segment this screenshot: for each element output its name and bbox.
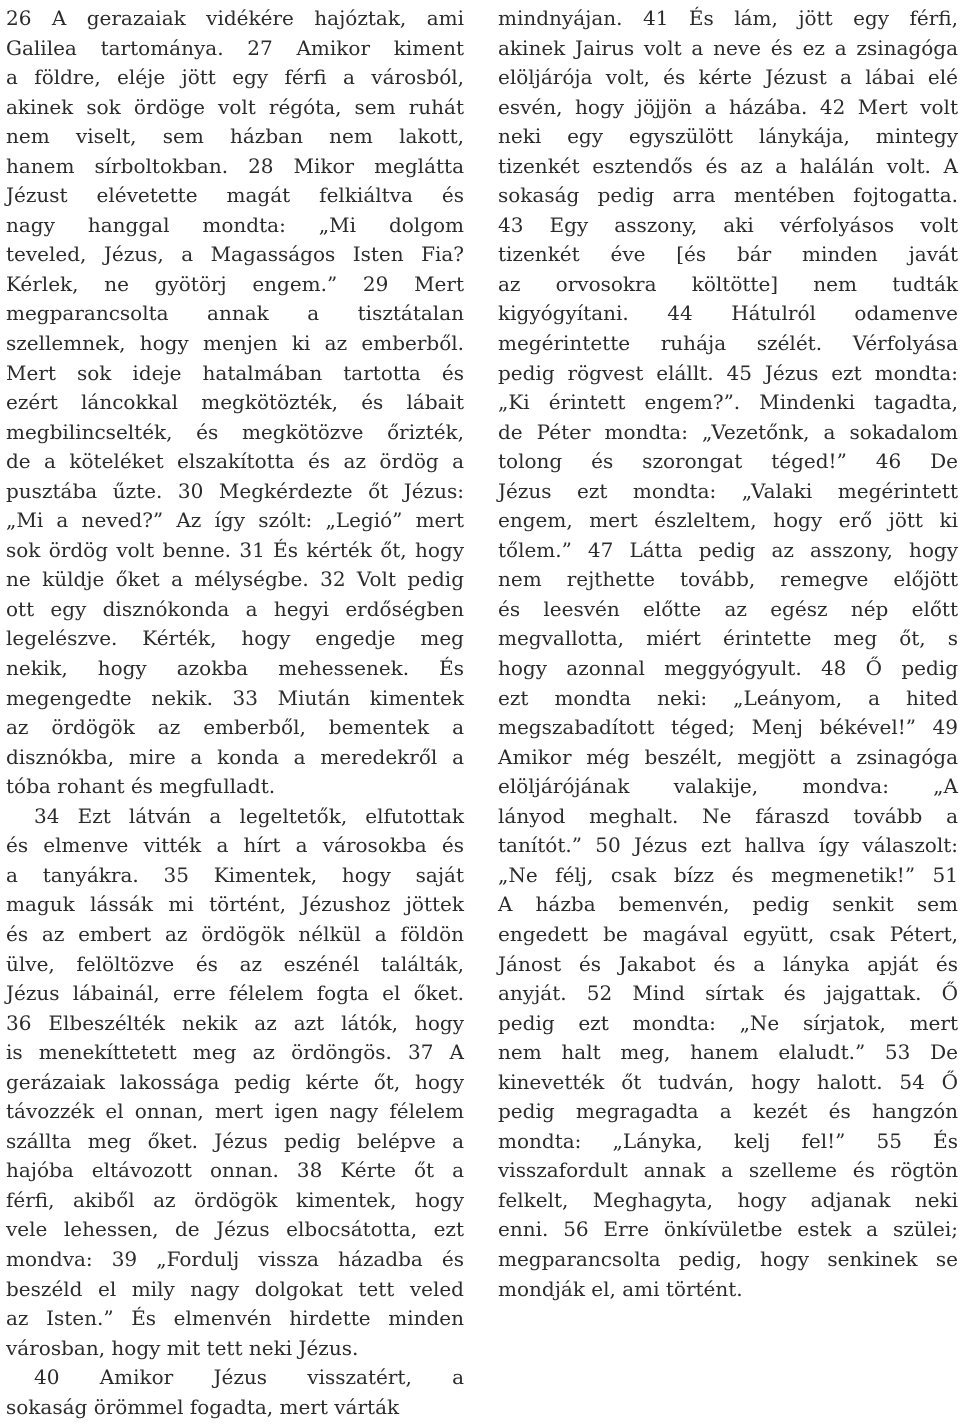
text-line: nem halt meg, hanem elaludt.” 53 De: [498, 1040, 958, 1065]
text-line: megparancsolta annak a tisztátalan: [6, 301, 464, 326]
right-text-column: [498, 4, 958, 1304]
text-line: legelészve. Kérték, hogy engedje meg: [6, 626, 464, 651]
text-line: sok ördög volt benne. 31 És kérték őt, hogy: [6, 537, 464, 562]
text-line: 34 Ezt látván a legeltetők, elfutottak: [34, 803, 464, 828]
text-line: megparancsolta pedig, hogy senkinek se: [498, 1246, 958, 1271]
text-line: mondják el, ami történt.: [498, 1276, 743, 1301]
text-line: és leesvén előtte az egész nép előtt: [498, 596, 958, 621]
text-line: nekik, hogy azokba mehessenek. És: [6, 656, 464, 681]
text-line: sokaság örömmel fogadta, mert várták: [6, 1394, 400, 1419]
text-line: tolong és szorongat téged!” 46 De: [498, 449, 958, 474]
text-line: pusztába űzte. 30 Megkérdezte őt Jézus:: [6, 478, 464, 503]
text-line: „Ki érintett engem?”. Mindenki tagadta,: [498, 390, 958, 415]
text-line: maguk lássák mi történt, Jézushoz jöttek: [6, 892, 464, 917]
text-line: de Péter mondta: „Vezetőnk, a sokadalom: [498, 419, 958, 444]
text-line: vele lehessen, de Jézus elbocsátotta, ezt: [6, 1217, 464, 1242]
text-line: pedig rögvest elállt. 45 Jézus ezt mondta:: [498, 360, 958, 385]
text-line: 26 A gerazaiak vidékére hajóztak, ami: [6, 6, 464, 30]
text-line: nagy hanggal mondta: „Mi dolgom: [6, 212, 464, 237]
text-line: felkelt, Meghagyta, hogy adjanak neki: [498, 1187, 958, 1212]
text-line: A házba bemenvén, pedig senkit sem: [498, 892, 958, 917]
text-line: elöljárója volt, és kérte Jézust a lábai elé: [498, 65, 958, 90]
text-line: Amikor még beszélt, megjött a zsinagóga: [498, 744, 958, 769]
text-line: teveled, Jézus, a Magasságos Isten Fia?: [6, 242, 464, 267]
text-line: tizenkét esztendős és az a halálán volt. A: [498, 153, 958, 178]
text-line: megengedte nekik. 33 Miután kimentek: [6, 685, 464, 710]
text-line: ezért láncokkal megkötözték, és lábait: [6, 390, 464, 415]
left-text-column: [6, 4, 464, 1422]
text-line: mindnyájan. 41 És lám, jött egy férfi,: [498, 6, 958, 30]
text-line: hogy azonnal meggyógyult. 48 Ő pedig: [498, 656, 958, 681]
text-line: tóba rohant és megfulladt.: [6, 774, 276, 799]
text-line: engedett be magával együtt, csak Pétert,: [498, 921, 958, 946]
text-line: ne küldje őket a mélységbe. 32 Volt pedig: [6, 567, 464, 592]
text-line: távozzék el onnan, mert igen nagy félelem: [6, 1099, 464, 1124]
text-line: kinevették őt tudván, hogy halott. 54 Ő: [498, 1069, 958, 1094]
text-line: Jánost és Jakabot és a lányka apját és: [498, 951, 958, 976]
text-line: beszéld el mily nagy dolgokat tett veled: [6, 1276, 464, 1301]
text-line: férfi, akiből az ördögök kimentek, hogy: [6, 1187, 464, 1212]
text-line: de a köteléket elszakította és az ördög a: [6, 449, 464, 474]
text-line: is menekíttetett meg az ördöngös. 37 A: [6, 1040, 464, 1065]
text-line: szellemnek, hogy menjen ki az emberből.: [6, 331, 464, 356]
text-line: mondta: „Lányka, kelj fel!” 55 És: [498, 1128, 958, 1153]
text-line: Kérlek, ne gyötörj engem.” 29 Mert: [6, 271, 464, 296]
text-line: és elmenve vitték a hírt a városokba és: [6, 833, 464, 858]
text-line: szállta meg őket. Jézus pedig belépve a: [6, 1128, 464, 1153]
text-line: tőlem.” 47 Látta pedig az asszony, hogy: [498, 537, 958, 562]
text-line: akinek sok ördöge volt régóta, sem ruhát: [6, 94, 464, 119]
text-line: pedig ezt mondta: „Ne sírjatok, mert: [498, 1010, 958, 1035]
text-line: pedig megragadta a kezét és hangzón: [498, 1099, 958, 1124]
text-line: mondva: 39 „Fordulj vissza házadba és: [6, 1246, 464, 1271]
text-line: 40 Amikor Jézus visszatért, a: [34, 1365, 464, 1390]
text-line: gerázaiak lakossága pedig kérte őt, hogy: [6, 1069, 464, 1094]
text-line: sokaság pedig arra mentében fojtogatta.: [498, 183, 958, 208]
text-line: „Ne félj, csak bízz és megmenetik!” 51: [498, 862, 958, 887]
text-line: disznókba, mire a konda a meredekről a: [6, 744, 464, 769]
text-line: elöljárójának valakije, mondva: „A: [498, 774, 958, 799]
text-line: a tanyákra. 35 Kimentek, hogy saját: [6, 862, 464, 887]
text-line: megérintette ruhája szélét. Vérfolyása: [498, 331, 958, 356]
text-line: megvallotta, miért érintette meg őt, s: [498, 626, 958, 651]
text-line: esvén, hogy jöjjön a házába. 42 Mert volt: [498, 94, 958, 119]
text-line: az orvosokra költötte] nem tudták: [498, 271, 958, 296]
text-line: „Mi a neved?” Az így szólt: „Legió” mert: [6, 508, 464, 533]
text-line: hajóba eltávozott onnan. 38 Kérte őt a: [6, 1158, 464, 1183]
text-line: Jézus lábainál, erre félelem fogta el őket.: [6, 981, 464, 1006]
text-line: tanítót.” 50 Jézus ezt hallva így válaszolt:: [498, 833, 958, 858]
text-line: Mert sok ideje hatalmában tartotta és: [6, 360, 464, 385]
text-line: az ördögök az emberből, bementek a: [6, 715, 464, 740]
text-line: megbilincselték, és megkötözve őrizték,: [6, 419, 464, 444]
text-line: anyját. 52 Mind sírtak és jajgattak. Ő: [498, 981, 958, 1006]
text-line: városban, hogy mit tett neki Jézus.: [6, 1335, 359, 1360]
text-line: kigyógyítani. 44 Hátulról odamenve: [498, 301, 958, 326]
text-line: tizenkét éve [és bár minden javát: [498, 242, 958, 267]
text-line: Galilea tartománya. 27 Amikor kiment: [6, 35, 464, 60]
text-line: ott egy disznókonda a hegyi erdőségben: [6, 596, 464, 621]
text-line: ezt mondta neki: „Leányom, a hited: [498, 685, 958, 710]
text-line: engem, mert észleltem, hogy erő jött ki: [498, 508, 958, 533]
text-line: megszabadított téged; Menj békével!” 49: [498, 715, 958, 740]
text-line: az Isten.” És elmenvén hirdette minden: [6, 1306, 464, 1331]
text-line: hanem sírboltokban. 28 Mikor meglátta: [6, 153, 464, 178]
text-line: nem viselt, sem házban nem lakott,: [6, 124, 464, 149]
text-line: a földre, eléje jött egy férfi a városból,: [6, 65, 464, 90]
text-line: neki egy egyszülött lánykája, mintegy: [498, 124, 958, 149]
text-line: 43 Egy asszony, aki vérfolyásos volt: [498, 212, 958, 237]
text-line: nem rejthette tovább, remegve előjött: [498, 567, 958, 592]
text-line: Jézus ezt mondta: „Valaki megérintett: [498, 478, 958, 503]
text-line: 36 Elbeszélték nekik az azt látók, hogy: [6, 1010, 464, 1035]
text-line: enni. 56 Erre önkívületbe estek a szülei;: [498, 1217, 958, 1242]
text-line: akinek Jairus volt a neve és ez a zsinagóga: [498, 35, 958, 60]
text-line: lányod meghalt. Ne fáraszd tovább a: [498, 803, 958, 828]
text-line: visszafordult annak a szelleme és rögtön: [498, 1158, 958, 1183]
text-line: és az embert az ördögök nélkül a földön: [6, 921, 464, 946]
text-line: Jézust elévetette magát felkiáltva és: [6, 183, 464, 208]
text-line: ülve, felöltözve és az eszénél találták,: [6, 951, 464, 976]
